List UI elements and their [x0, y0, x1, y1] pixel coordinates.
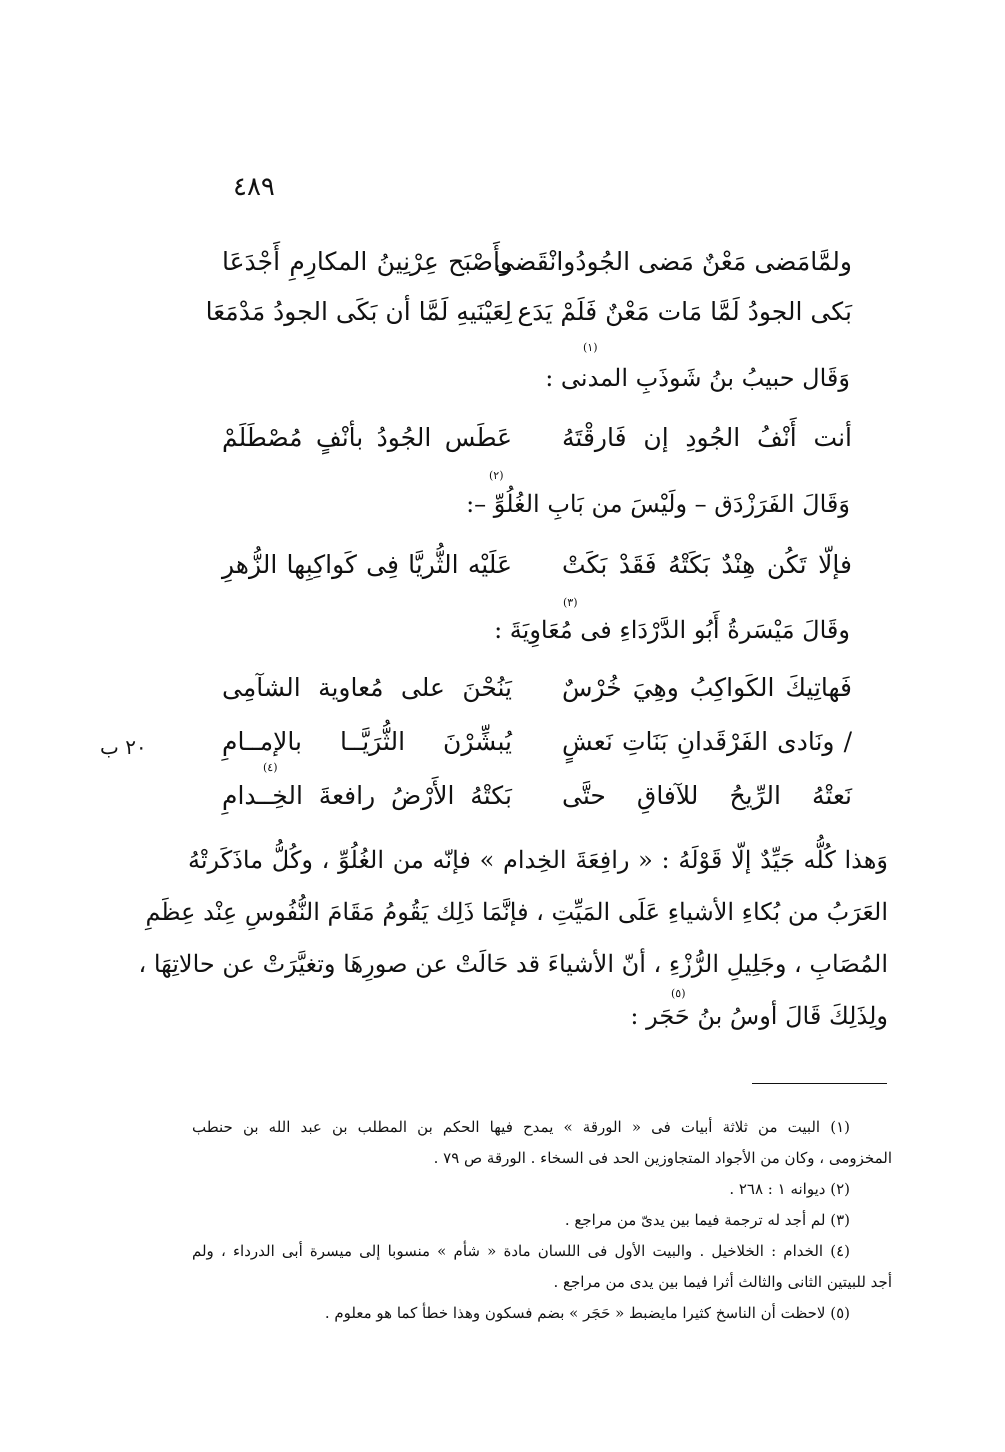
verse-second-hemistich: بَكتْهُ الأَرْضُ رافعةَ الخِــدامِ — [222, 781, 512, 810]
verse-second-hemistich: يُبشِّرْنَ الثُّرَيَّــا بالإمــامِ — [222, 727, 512, 756]
verse-second-hemistich: عَلَيْه الثُّريَّا فِى كَواكِبِها الزُّهرِ — [222, 550, 512, 579]
poet-intro: وقَالَ مَيْسَرةُ أَبُو الدَّرْدَاءِ فى مُعَاوِيَةَ : — [494, 616, 850, 644]
verse-first-hemistich: ولمَّامَضى مَعْنٌ مَضى الجُودُوانْقَضى — [494, 247, 852, 276]
footnote-line: (٢) ديوانه ١ : ٢٦٨ . — [729, 1180, 850, 1198]
verse-second-hemistich: وأَصْبَح عِرْنِينُ المكارِمِ أَجْدَعَا — [222, 247, 512, 276]
poet-intro: وَقَال حبيبُ بنُ شَوذَبِ المدنى : — [545, 364, 850, 392]
verse-second-hemistich: لِعَيْنَيهِ لَمَّا أن بَكَى الجودُ مَدْمَعَا — [205, 297, 512, 326]
poet-intro: وَقَالَ الفَرَزْدَق – ولَيْسَ من بَابِ الغُلُوِّ –: — [466, 490, 850, 518]
footnote-ref: (٤) — [263, 761, 278, 774]
footnote-ref: (٣) — [563, 596, 578, 609]
footnote-line: (٣) لم أجد له ترجمة فيما بين يدىّ من مراجع . — [564, 1211, 850, 1229]
prose-line: العَرَبُ من بُكاءِ الأشياءِ عَلَى المَيِّتِ ، فإنَّمَا ذَلِك يَقُومُ مَقَامَ النُّفُوسِ عِنْد عِظَمِ — [145, 898, 888, 926]
verse-line — [222, 418, 852, 458]
verse-line — [222, 242, 852, 282]
verse-first-hemistich: فَهاتِيكَ الكَواكِبُ وهِيَ خُرْسٌ — [562, 673, 852, 702]
verse-first-hemistich: فإلّا تَكُن هِنْدٌ بَكَتْهُ فَقَدْ بَكَتْ — [562, 550, 852, 579]
prose-paragraph — [138, 834, 888, 1042]
footnote-line: (٤) الخدام : الخلاخيل . والبيت الأول فى اللسان مادة « شأم » منسوبا إلى ميسرة أبى الدرداء ، ولم — [192, 1242, 850, 1260]
prose-line: ولِذَلِكَ قَالَ أوسُ بنُ حَجَر : — [630, 1002, 888, 1030]
margin-folio-note: ٢٠ ب — [100, 735, 147, 759]
footnote-line: أجد للبيتين الثانى والثالث أثرا فيما بين يدى من مراجع . — [553, 1273, 892, 1291]
footnote-ref: (٥) — [671, 987, 686, 1000]
footnote-line: (٥) لاحظت أن الناسخ كثيرا مايضبط « حَجَر » بضم فسكون وهذا خطأ كما هو معلوم . — [324, 1304, 850, 1322]
verse-line — [222, 776, 852, 816]
prose-line: وَهذا كُلُّه جَيِّدٌ إلّا قَوْلَهُ : « رافِعَةَ الخِدام » فإنّه من الغُلُوِّ ، وكُلُّ ماذَكَرتْهُ — [188, 846, 888, 874]
verse-second-hemistich: يَنُحْنَ على مُعاوية الشآمِى — [222, 673, 512, 702]
verse-line — [222, 545, 852, 585]
footnote-ref: (٢) — [489, 469, 504, 482]
footnote-separator — [752, 1083, 887, 1084]
footnote-line: (١) البيت من ثلاثة أبيات فى « الورقة » يمدح فيها الحكم بن المطلب بن عبد الله بن حنطب — [192, 1118, 850, 1136]
verse-first-hemistich: بَكى الجودُ لَمَّا مَات مَعْنٌ فَلَمْ يَدَع — [517, 297, 852, 326]
page-number: ٤٨٩ — [233, 172, 275, 202]
verse-second-hemistich: عَطَس الجُودُ بأنْفٍ مُصْطَلَمْ — [222, 423, 512, 452]
verse-line — [222, 722, 852, 762]
footnotes — [192, 1112, 892, 1329]
verse-first-hemistich: / ونَادى الفَرْقَدانِ بَنَاتِ نَعشٍ — [562, 727, 852, 756]
prose-line: المُصَابِ ، وجَلِيلِ الرُّزْءِ ، أنّ الأشياءَ قد حَالَتْ عن صورِهَا وتغيَّرَتْ عن حالاتِهَا ، — [138, 950, 888, 978]
verse-first-hemistich: أنت أَنْفُ الجُودِ إن فَارقْتَهُ — [562, 423, 852, 452]
verse-line — [205, 292, 852, 332]
verse-first-hemistich: نَعتْهُ الرِّيحُ للآفاقِ حتَّى — [562, 781, 852, 810]
footnote-ref: (١) — [583, 341, 598, 354]
footnote-line: المخزومى ، وكان من الأجواد المتجاوزين الحد فى السخاء . الورقة ص ٧٩ . — [433, 1149, 892, 1167]
verse-line — [222, 668, 852, 708]
